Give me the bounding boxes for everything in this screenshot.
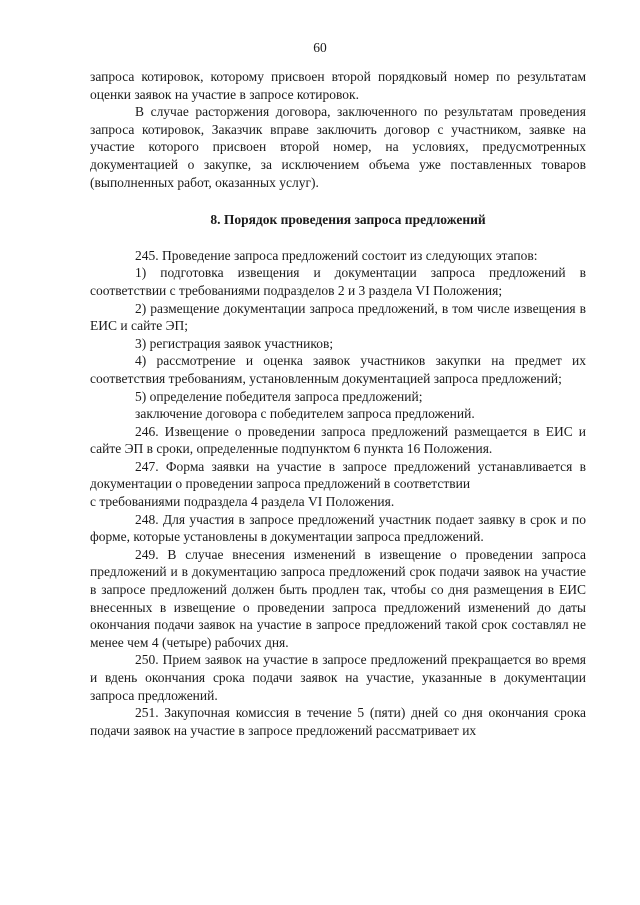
page-number: 60: [313, 40, 327, 55]
paragraph-250: 250. Прием заявок на участие в запросе предложений прекращается во время и вдень окончания срока подачи заявок на участие, указанные в документации запроса предложений.: [90, 652, 586, 703]
list-item-5: 5) определение победителя запроса предложений;: [135, 388, 423, 404]
paragraph-246: 246. Извещение о проведении запроса предложений размещается в ЕИС и сайте ЭП в сроки, определенные подпунктом 6 пункта 16 Положения.: [90, 423, 586, 457]
list-item-4: 4) рассмотрение и оценка заявок участников закупки на предмет их соответствия требованиям, установленным документацией запроса предложений;: [90, 353, 586, 386]
paragraph-245: 245. Проведение запроса предложений состоит из следующих этапов:: [135, 247, 538, 263]
paragraph-247-continuation: с требованиями подраздела 4 раздела VI Положения.: [90, 494, 395, 510]
section-heading: 8. Порядок проведения запроса предложений: [210, 212, 486, 228]
list-item-6: заключение договора с победителем запроса предложений.: [135, 406, 475, 422]
paragraph-251: 251. Закупочная комиссия в течение 5 (пяти) дней со дня окончания срока подачи заявок на участие в запросе предложений рассматривает их: [90, 705, 586, 738]
paragraph-247: 247. Форма заявки на участие в запросе предложений устанавливается в документации о проведении запроса предложений в соответствии: [90, 458, 586, 492]
list-item-2: 2) размещение документации запроса предложений, в том числе извещения в ЕИС и сайте ЭП;: [90, 300, 586, 334]
paragraph-248: 248. Для участия в запросе предложений участник подает заявку в срок и по форме, которые установлены в документации запроса предложений.: [90, 511, 586, 545]
paragraph: В случае расторжения договора, заключенного по результатам проведения запроса котировок, Заказчик вправе заключить договор с участником, заявке на участие которого присвоен второй номер, на условиях, предусмотренных документацией о закупке, за исключением объема уже поставленных товаров (выполненных работ, оказанных услуг).: [90, 104, 586, 190]
list-item-3: 3) регистрация заявок участников;: [135, 335, 334, 351]
paragraph-continuation: запроса котировок, которому присвоен второй порядковый номер по результатам оценки заявок на участие в запросе котировок.: [90, 69, 586, 102]
paragraph-249: 249. В случае внесения изменений в извещение о проведении запроса предложений и в документацию запроса предложений срок подачи заявок на участие в запросе предложений должен быть продлен так, чтобы со дня размещения в ЕИС внесенных в извещение о проведении запроса предложений изменений до даты окончания подачи заявок на участие в запросе предложений такой срок составлял не менее чем 4 (четыре) рабочих дня.: [90, 546, 586, 650]
document-body: [90, 68, 586, 739]
list-item-1: 1) подготовка извещения и документации запроса предложений в соответствии с требованиями подразделов 2 и 3 раздела VI Положения;: [90, 265, 586, 298]
